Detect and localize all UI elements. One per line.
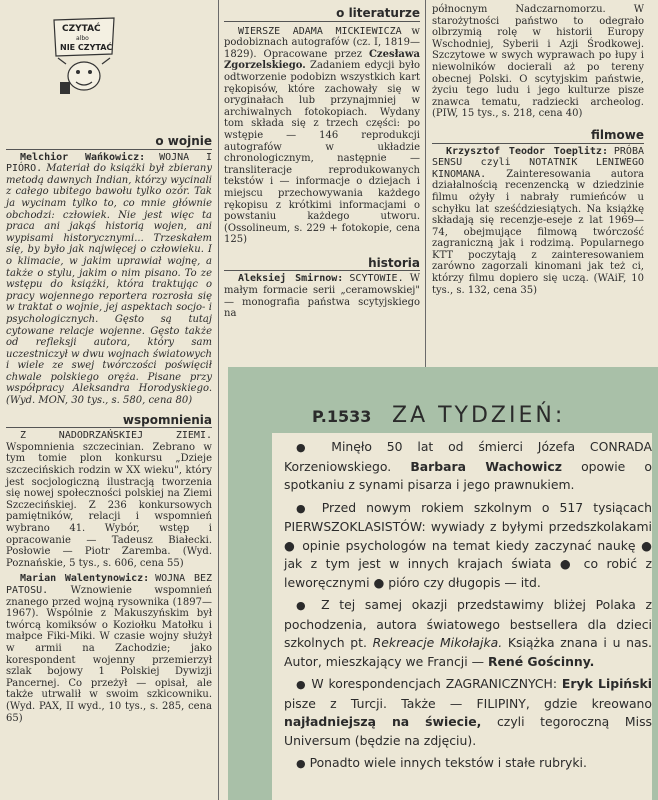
author-name: Aleksiej Smirnow: <box>238 273 344 285</box>
editor-name: Czesława Zgorzelskiego. <box>224 48 420 72</box>
item-text: opowie o spotkaniu z synami pisarza i jego prawnukiem. <box>284 458 653 492</box>
author-name: Marian Walentynowicz: <box>20 573 150 585</box>
bullet-icon: ● <box>296 441 317 454</box>
book-title: SCYTOWIE. <box>349 273 404 285</box>
column-separator-1 <box>218 0 219 800</box>
item-italic: Rekreacje Mikołajka. <box>372 635 503 650</box>
author-name: Melchior Wańkowicz: <box>20 151 146 163</box>
review-z-nadodrzanskiej-ziemi <box>6 430 212 569</box>
review-text: Materiał do książki był zbierany metodą dawnych Indian, którzy wycinali z całego ubitego bawołu tylko ozór. Tak ja wycinam tylko to, co mnie głównie obchodzi: człowiek. Nie jest więc ta praca ani jakąś historią wojen, ani wypisami historycznymi... Trzeskałem się, by było jak najwięcej o człowieku. I o klimacie, w jakim uprawiał wojnę, a także o stylu, jakim o nim pisano. To ze wstępu do książki, która traktując o pracy wojennego reportera rozrosła się w traktat o wojnie, jej aspektach socjo- i psychologicznych. Gęsto są tutaj cytowane relacje wojenne. Gęsto także od refleksji autora, który sam uczestniczył w dwu wojnach światowych i wiele ze swej twórczości poświęcił chwale polskiego oręża. Pisane przy współpracy Aleksandra Horodyskiego. (Wyd. MON, 30 tys., s. 580, cena 80) <box>6 163 212 407</box>
review-text: Wspomnienia szczecinian. Zebrano w tym tomie plon konkursu „Dzieje szczecińskich rodzin w XX wieku", który jest socjologiczną ilustracją tworzenia się nowej społeczności polskiej na Ziemi Szczecińskiej. Z 236 konkursowych pamiętników, relacji i wspomnień wybrano 41. Wybór, wstęp i opracowanie — Tadeusz Białecki. Posłowie — Piotr Zaremba. (Wyd. Poznańskie, 5 tys., s. 606, cena 55) <box>6 441 212 569</box>
review-text: W małym formacie serii „ceramowskiej" — monografia państwa scytyjskiego na <box>224 273 420 320</box>
review-wojna-bez-patosu <box>6 573 212 724</box>
issue-code: P.1533 <box>312 407 372 426</box>
section-heading-literatura: o literaturze <box>224 8 420 22</box>
column-3 <box>432 4 644 296</box>
section-heading-filmowe: filmowe <box>432 130 644 144</box>
logo-line3: NIE CZYTAĆ <box>60 43 113 52</box>
announcement-item <box>284 499 652 593</box>
author-name: Krzysztof Teodor Toeplitz: <box>446 145 608 157</box>
czytac-albo-nie-czytac-logo <box>48 14 120 96</box>
review-wiersze-mickiewicza <box>224 26 420 246</box>
item-bold: najładniejszą na świecie, <box>284 714 482 729</box>
book-title: WOJNA BEZ PATOSU. <box>6 573 213 596</box>
item-text: pisze z Turcji. Także — FILIPINY, gdzie kreowano <box>284 695 652 711</box>
review-proba-sensu <box>432 146 644 297</box>
logo-line2: albo <box>76 35 89 42</box>
item-text: Książka znana i u nas. Autor, mieszkający we Francji — <box>284 635 652 669</box>
logo-line1: CZYTAĆ <box>62 24 101 34</box>
item-text: czyli tegoroczną Miss Universum (będzie na zdjęciu). <box>284 714 652 748</box>
review-text: Wznowienie wspomnień znanego przed wojną rysownika (1897—1967). Wspólnie z Makuszyńskim był twórcą komiksów o Koziołku Matołku i małpce Fiki-Miki. W czasie wojny służył w armii na Zachodzie; jako korespondent wojenny przemierzył szlak bojowy 1 Polskiej Dywizji Pancernej. Co przeżył — opisał, ale także utrwalił w swoim szkicowniku. (Wyd. PAX, II wyd., 10 tys., s. 285, cena 65) <box>6 584 212 724</box>
item-text: Ponadto wiele innych tekstów i stałe rubryki. <box>309 755 587 770</box>
review-text: w podobiznach autografów (cz. I, 1819—1829). Opracowane przez <box>224 25 420 60</box>
bullet-icon: ● <box>296 599 312 612</box>
announcement-item <box>284 754 652 774</box>
section-heading-wojnie: o wojnie <box>6 136 212 150</box>
bullet-icon: ● <box>296 678 307 691</box>
item-text: Przed nowym rokiem szkolnym o 517 tysiącach PIERWSZOKLASISTÓW: wywiady z byłymi przedszkolakami ● opinie psychologów na temat kiedy zaczynać naukę ● jak z tym jest w innych krajach świata ● co robić z leworęcznymi ● pióro czy długopis — itd. <box>284 499 652 590</box>
section-heading-historia: historia <box>224 258 420 272</box>
item-bold: René Gościnny. <box>487 653 595 669</box>
review-scytowie-continued: północnym Nadczarnomorzu. W starożytności państwo to odegrało olbrzymią rolę w historii Europy Wschodniej, Syberii i Azji Środkowej. Szczytowe w swych wyprawach po łupy i niewolników docierali aż po tereny obecnej Polski. O scytyjskim państwie, życiu tego ludu i jego kulturze pisze znawca tematu, radziecki archeolog. (PIW, 15 tys., s. 218, cena 40) <box>432 4 644 120</box>
column-2 <box>224 4 420 320</box>
review-scytowie <box>224 273 420 319</box>
announcement-item <box>284 675 652 750</box>
book-title: WIERSZE ADAMA MICKIEWICZA <box>238 25 402 37</box>
review-wojna-i-pioro <box>6 152 212 407</box>
announcement-item <box>284 596 652 671</box>
bullet-icon: ● <box>296 501 312 515</box>
item-bold: Barbara Wachowicz <box>410 458 562 474</box>
item-text: W korespondencjach ZAGRANICZNYCH: <box>311 676 562 691</box>
column-1 <box>6 132 212 724</box>
item-bold: Eryk Lipiński <box>561 676 652 691</box>
review-text: Zadaniem edycji było odtworzenie podobizn wszystkich kart rękopisów, które zachowały się w oryginałach lub przynajmniej w archiwalnych fotokopiach. Wydany tom składa się z trzech części: po wstępie — 146 reprodukcji autografów w układzie chronologicznym, następnie — transliteracje reprodukowanych tekstów i — informacje o dziejach i miejscu przechowywania każdego rękopisu z krótkimi informacjami o powstaniu każdego utworu. (Ossolineum, s. 229 + fotokopie, cena 125) <box>224 60 420 246</box>
za-tydzien-title: ZA TYDZIEŃ: <box>392 403 566 428</box>
section-heading-wspomnienia: wspomnienia <box>6 415 212 429</box>
book-title: PRÓBA SENSU czyli NOTATNIK LENIWEGO KINOMANA. <box>432 145 644 180</box>
za-tydzien-body <box>284 438 652 778</box>
announcement-item <box>284 438 652 495</box>
book-title: WOJNA I PIÓRO. <box>6 151 212 175</box>
column-separator-2 <box>425 0 426 367</box>
item-text: Z tej samej okazji przedstawimy bliżej Polaka z pochodzenia, autora światowego bestsellera dla dzieci szkolnych pt. <box>284 597 652 650</box>
bullet-icon: ● <box>296 757 306 770</box>
item-text: Minęło 50 lat od śmierci Józefa CONRADA Korzeniowskiego. <box>284 439 652 474</box>
review-text: Zainteresowania autora działalnością recenzencką w dziedzinie filmu ożyły i nabrały rumieńców u schyłku lat sześćdziesiątych. Na książkę składają się recenzje-eseje z lat 1969—74, obejmujące filmową twórczość zagraniczną jak i rodzimą. Popularnego KTT poczytają z zainteresowaniem zarówno zagorzali kinomani jak też ci, którzy filmu dopiero się uczą. (WAiF, 10 tys., s. 132, cena 35) <box>432 168 644 296</box>
book-title: Z NADODRZAŃSKIEJ ZIEMI. <box>20 430 212 442</box>
